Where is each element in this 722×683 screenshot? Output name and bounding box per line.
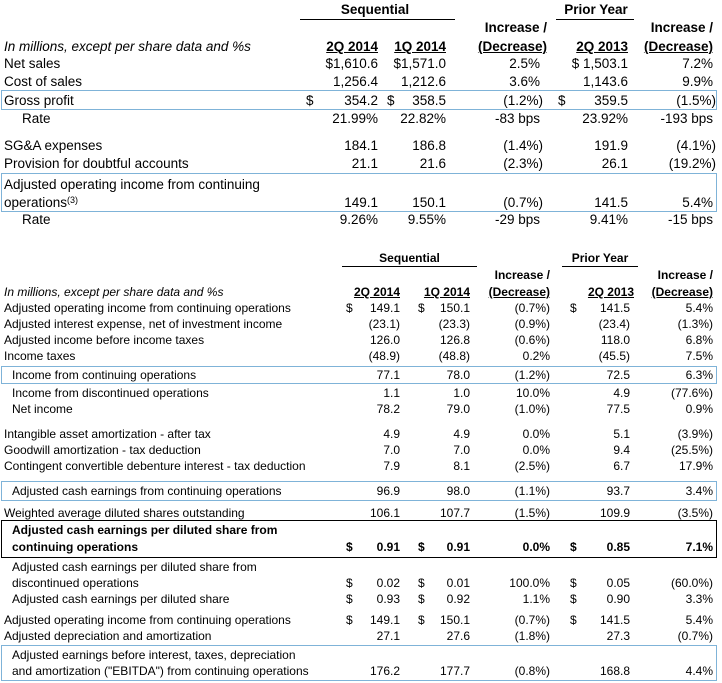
group-header-prior-year: Prior Year xyxy=(571,251,629,265)
cell-2q2013: (23.4) xyxy=(598,317,630,331)
cell-2q2013: 118.0 xyxy=(600,333,630,347)
column-header-2q2013: 2Q 2013 xyxy=(576,39,628,54)
row-label-continued: and amortization ("EBITDA") from continuing operations xyxy=(12,664,309,678)
cell-change-prior: 5.4% xyxy=(682,195,713,210)
cell-1q2014: 27.6 xyxy=(446,629,470,643)
column-header-change-prior: Increase / xyxy=(650,20,713,35)
row-label-continued xyxy=(4,196,78,210)
cell-2q2013: 1,143.6 xyxy=(582,74,628,89)
cell-change-seq: -83 bps xyxy=(494,111,540,126)
cell-2q2013: 168.8 xyxy=(599,664,630,678)
cell-1q2014: 107.7 xyxy=(439,506,470,520)
cell-2q2014: 7.0 xyxy=(383,443,400,457)
divider xyxy=(556,19,634,20)
cell-1q2014: 150.1 xyxy=(439,301,470,315)
divider xyxy=(562,266,638,267)
row-label: Adjusted cash earnings per diluted share from xyxy=(12,523,278,537)
cell-1q2014: 78.0 xyxy=(446,368,470,382)
cell-change-prior: 6.8% xyxy=(685,333,713,347)
cell-change-prior: -193 bps xyxy=(660,111,713,126)
cell-change-seq: (0.7%) xyxy=(514,301,550,315)
cell-change-seq: 10.0% xyxy=(515,386,550,400)
cell-change-prior: 3.3% xyxy=(685,592,713,606)
cell-1q2014: 21.6 xyxy=(419,156,446,171)
row-label: Goodwill amortization - tax deduction xyxy=(4,443,201,457)
cell-2q2014: 27.1 xyxy=(376,629,400,643)
cell-2q2014: 78.2 xyxy=(376,402,400,416)
cell-change-prior: 5.4% xyxy=(685,301,713,315)
cell-change-seq: 1.1% xyxy=(522,592,550,606)
column-header-change-prior: Increase / xyxy=(657,268,713,282)
cell-1q2014: 1.0 xyxy=(453,386,470,400)
currency-symbol: $ xyxy=(570,613,577,627)
cell-1q2014: 22.82% xyxy=(400,111,446,126)
cell-1q2014: 7.0 xyxy=(453,443,470,457)
column-header-2q2013: 2Q 2013 xyxy=(587,285,634,299)
cell-change-seq: (1.2%) xyxy=(514,368,550,382)
column-header-2q2014: 2Q 2014 xyxy=(326,39,378,54)
cell-2q2014: 0.02 xyxy=(376,576,400,590)
cell-change-prior: -15 bps xyxy=(667,212,713,227)
cell-change-prior: 0.9% xyxy=(685,402,713,416)
cell-change-seq: -29 bps xyxy=(494,212,540,227)
cell-1q2014: (23.3) xyxy=(438,317,470,331)
currency-symbol: $ xyxy=(558,93,566,108)
group-header-sequential: Sequential xyxy=(340,2,410,17)
cell-2q2013: 141.5 xyxy=(599,613,630,627)
row-label: Gross profit xyxy=(4,93,74,108)
cell-1q2014: 98.0 xyxy=(446,484,470,498)
row-label: Adjusted interest expense, net of investment income xyxy=(4,317,283,331)
row-label: Provision for doubtful accounts xyxy=(4,156,189,171)
cell-change-prior: (3.5%) xyxy=(677,506,713,520)
currency-symbol: $ xyxy=(387,93,395,108)
column-header-change-seq: Increase / xyxy=(494,268,550,282)
row-label: Net income xyxy=(12,402,73,416)
cell-2q2013: 4.9 xyxy=(613,386,630,400)
cell-1q2014: 8.1 xyxy=(453,459,470,473)
cell-2q2013: 27.3 xyxy=(606,629,630,643)
row-label: Cost of sales xyxy=(4,74,83,89)
cell-change-prior: (25.5%) xyxy=(670,443,713,457)
cell-2q2014: (23.1) xyxy=(368,317,400,331)
cell-1q2014: 0.91 xyxy=(446,540,470,554)
currency-symbol: $ xyxy=(570,540,577,554)
cell-change-prior: 6.3% xyxy=(685,368,713,382)
cell-change-seq: 0.0% xyxy=(522,427,550,441)
currency-symbol: $ xyxy=(346,301,353,315)
cell-1q2014: 9.55% xyxy=(407,212,446,227)
column-header-change-seq: Increase / xyxy=(484,20,547,35)
cell-change-prior: 4.4% xyxy=(685,664,713,678)
currency-symbol: $ xyxy=(418,301,425,315)
cell-change-seq: 0.2% xyxy=(522,349,550,363)
column-header-change-prior-2: (Decrease) xyxy=(651,285,713,299)
currency-symbol: $ xyxy=(418,613,425,627)
row-label: Adjusted cash earnings per diluted share xyxy=(12,592,230,606)
cell-change-seq: 3.6% xyxy=(509,74,540,89)
cell-change-prior: (1.5%) xyxy=(676,93,716,108)
cell-2q2013: 23.92% xyxy=(582,111,628,126)
cell-2q2013: 6.7 xyxy=(613,459,630,473)
cell-2q2014: (48.9) xyxy=(368,349,400,363)
cell-2q2014: 149.1 xyxy=(369,301,400,315)
cell-2q2013: $ 1,503.1 xyxy=(571,56,628,71)
cell-2q2014: 21.1 xyxy=(351,156,378,171)
cell-2q2013: 141.5 xyxy=(594,195,628,210)
column-header-2q2014: 2Q 2014 xyxy=(353,285,400,299)
cell-2q2013: 0.05 xyxy=(606,576,630,590)
cell-change-seq: (2.3%) xyxy=(503,156,543,171)
cell-2q2013: 0.85 xyxy=(606,540,630,554)
cell-2q2013: 5.1 xyxy=(613,427,630,441)
cell-2q2014: 106.1 xyxy=(369,506,400,520)
cell-2q2013: 9.41% xyxy=(589,212,628,227)
footnote-marker: (3) xyxy=(67,195,79,205)
currency-symbol: $ xyxy=(306,93,314,108)
row-label: Net sales xyxy=(4,56,61,71)
cell-change-seq: 100.0% xyxy=(509,576,550,590)
cell-change-seq: (1.4%) xyxy=(503,138,543,153)
currency-symbol: $ xyxy=(346,576,353,590)
row-label: Adjusted operating income from continuing operations xyxy=(4,301,291,315)
cell-2q2014: 0.91 xyxy=(376,540,400,554)
cell-change-seq: (0.7%) xyxy=(514,613,550,627)
cell-2q2013: 93.7 xyxy=(606,484,630,498)
row-label: Adjusted depreciation and amortization xyxy=(4,629,212,643)
cell-2q2014: 184.1 xyxy=(344,138,378,153)
cell-change-prior: 3.4% xyxy=(685,484,713,498)
column-header-change-seq-2: (Decrease) xyxy=(477,39,547,54)
cell-1q2014: 358.5 xyxy=(412,93,446,108)
currency-symbol: $ xyxy=(418,540,425,554)
currency-symbol: $ xyxy=(570,576,577,590)
row-label-continued: discontinued operations xyxy=(12,576,139,590)
cell-change-prior: (0.7%) xyxy=(677,629,713,643)
cell-2q2014: 176.2 xyxy=(369,664,400,678)
column-header-1q2014: 1Q 2014 xyxy=(394,39,446,54)
cell-change-seq: (2.5%) xyxy=(514,459,550,473)
cell-2q2014: 1.1 xyxy=(383,386,400,400)
cell-change-seq: (0.7%) xyxy=(503,195,543,210)
divider xyxy=(342,266,477,267)
row-label: Adjusted income before income taxes xyxy=(4,333,205,347)
cell-1q2014: 186.8 xyxy=(412,138,446,153)
cell-change-prior: (4.1%) xyxy=(676,138,716,153)
currency-symbol: $ xyxy=(346,592,353,606)
row-label: Income taxes xyxy=(4,349,76,363)
cell-change-prior: (60.0%) xyxy=(670,576,713,590)
row-label: Rate xyxy=(22,212,51,227)
cell-change-seq: (0.6%) xyxy=(514,333,550,347)
cell-1q2014: 0.92 xyxy=(446,592,470,606)
cell-change-prior: 7.1% xyxy=(685,540,713,554)
currency-symbol: $ xyxy=(418,576,425,590)
column-header-change-seq-2: (Decrease) xyxy=(488,285,550,299)
cell-change-prior: (19.2%) xyxy=(668,156,716,171)
row-label: Rate xyxy=(22,111,51,126)
currency-symbol: $ xyxy=(418,592,425,606)
cell-change-seq: (0.8%) xyxy=(514,664,550,678)
group-header-sequential: Sequential xyxy=(379,251,440,265)
row-label: Income from discontinued operations xyxy=(12,386,209,400)
currency-symbol: $ xyxy=(570,592,577,606)
cell-change-seq: 0.0% xyxy=(522,443,550,457)
row-label: Adjusted cash earnings per diluted share from xyxy=(12,560,257,574)
cell-2q2014: 9.26% xyxy=(339,212,378,227)
currency-symbol: $ xyxy=(570,301,577,315)
cell-2q2014: 96.9 xyxy=(376,484,400,498)
row-label: Adjusted earnings before interest, taxes, depreciation xyxy=(12,648,296,662)
cell-1q2014: 150.1 xyxy=(439,613,470,627)
row-label: Adjusted operating income from continuing xyxy=(4,177,260,192)
cell-change-seq: (0.9%) xyxy=(514,317,550,331)
cell-1q2014: 0.01 xyxy=(446,576,470,590)
divider xyxy=(300,19,455,20)
column-header-change-prior-2: (Decrease) xyxy=(643,39,713,54)
cell-2q2014: 4.9 xyxy=(383,427,400,441)
row-label-continued: continuing operations xyxy=(12,540,138,554)
cell-2q2013: 26.1 xyxy=(601,156,628,171)
cell-change-seq: (1.0%) xyxy=(514,402,550,416)
cell-2q2014: $1,610.6 xyxy=(325,56,378,71)
cell-2q2013: (45.5) xyxy=(598,349,630,363)
cell-change-seq: (1.1%) xyxy=(514,484,550,498)
cell-change-prior: (1.3%) xyxy=(677,317,713,331)
cell-1q2014: 126.8 xyxy=(439,333,470,347)
cell-change-prior: 7.5% xyxy=(685,349,713,363)
row-label: Income from continuing operations xyxy=(12,368,197,382)
cell-2q2014: 7.9 xyxy=(383,459,400,473)
cell-2q2013: 141.5 xyxy=(599,301,630,315)
cell-1q2014: 177.7 xyxy=(439,664,470,678)
cell-2q2014: 21.99% xyxy=(332,111,378,126)
cell-1q2014: 79.0 xyxy=(446,402,470,416)
cell-change-prior: (77.6%) xyxy=(670,386,713,400)
cell-1q2014: 150.1 xyxy=(412,195,446,210)
cell-2q2014: 149.1 xyxy=(344,195,378,210)
table-caption: In millions, except per share data and %s xyxy=(4,39,251,54)
cell-2q2013: 77.5 xyxy=(606,402,630,416)
row-label-text: operations xyxy=(4,195,68,210)
cell-change-seq: (1.5%) xyxy=(514,506,550,520)
cell-2q2013: 109.9 xyxy=(599,506,630,520)
row-label: SG&A expenses xyxy=(4,138,103,153)
cell-change-seq: (1.8%) xyxy=(514,629,550,643)
cell-1q2014: 4.9 xyxy=(453,427,470,441)
cell-2q2013: 191.9 xyxy=(594,138,628,153)
row-label: Intangible asset amortization - after tax xyxy=(4,427,211,441)
currency-symbol: $ xyxy=(346,613,353,627)
cell-1q2014: $1,571.0 xyxy=(393,56,446,71)
column-header-1q2014: 1Q 2014 xyxy=(423,285,470,299)
cell-2q2013: 72.5 xyxy=(606,368,630,382)
cell-2q2013: 0.90 xyxy=(606,592,630,606)
currency-symbol: $ xyxy=(346,540,353,554)
cell-change-prior: (3.9%) xyxy=(677,427,713,441)
cell-change-seq: 2.5% xyxy=(509,56,540,71)
cell-change-seq: (1.2%) xyxy=(503,93,543,108)
cell-1q2014: (48.8) xyxy=(438,349,470,363)
cell-change-prior: 9.9% xyxy=(682,74,713,89)
cell-change-seq: 0.0% xyxy=(522,540,550,554)
cell-2q2014: 77.1 xyxy=(376,368,400,382)
cell-change-prior: 7.2% xyxy=(682,56,713,71)
cell-2q2014: 0.93 xyxy=(376,592,400,606)
cell-2q2014: 149.1 xyxy=(369,613,400,627)
cell-2q2013: 359.5 xyxy=(594,93,628,108)
cell-change-prior: 17.9% xyxy=(678,459,713,473)
cell-change-prior: 5.4% xyxy=(685,613,713,627)
cell-1q2014: 1,212.6 xyxy=(400,74,446,89)
table-caption: In millions, except per share data and %s xyxy=(4,285,224,299)
group-header-prior-year: Prior Year xyxy=(564,2,628,17)
row-label: Adjusted cash earnings from continuing operations xyxy=(12,484,282,498)
row-label: Contingent convertible debenture interest - tax deduction xyxy=(4,459,306,473)
cell-2q2014: 354.2 xyxy=(344,93,378,108)
cell-2q2014: 126.0 xyxy=(369,333,400,347)
cell-2q2014: 1,256.4 xyxy=(332,74,378,89)
cell-2q2013: 9.4 xyxy=(613,443,630,457)
row-label: Adjusted operating income from continuing operations xyxy=(4,613,291,627)
row-label: Weighted average diluted shares outstanding xyxy=(4,506,245,520)
